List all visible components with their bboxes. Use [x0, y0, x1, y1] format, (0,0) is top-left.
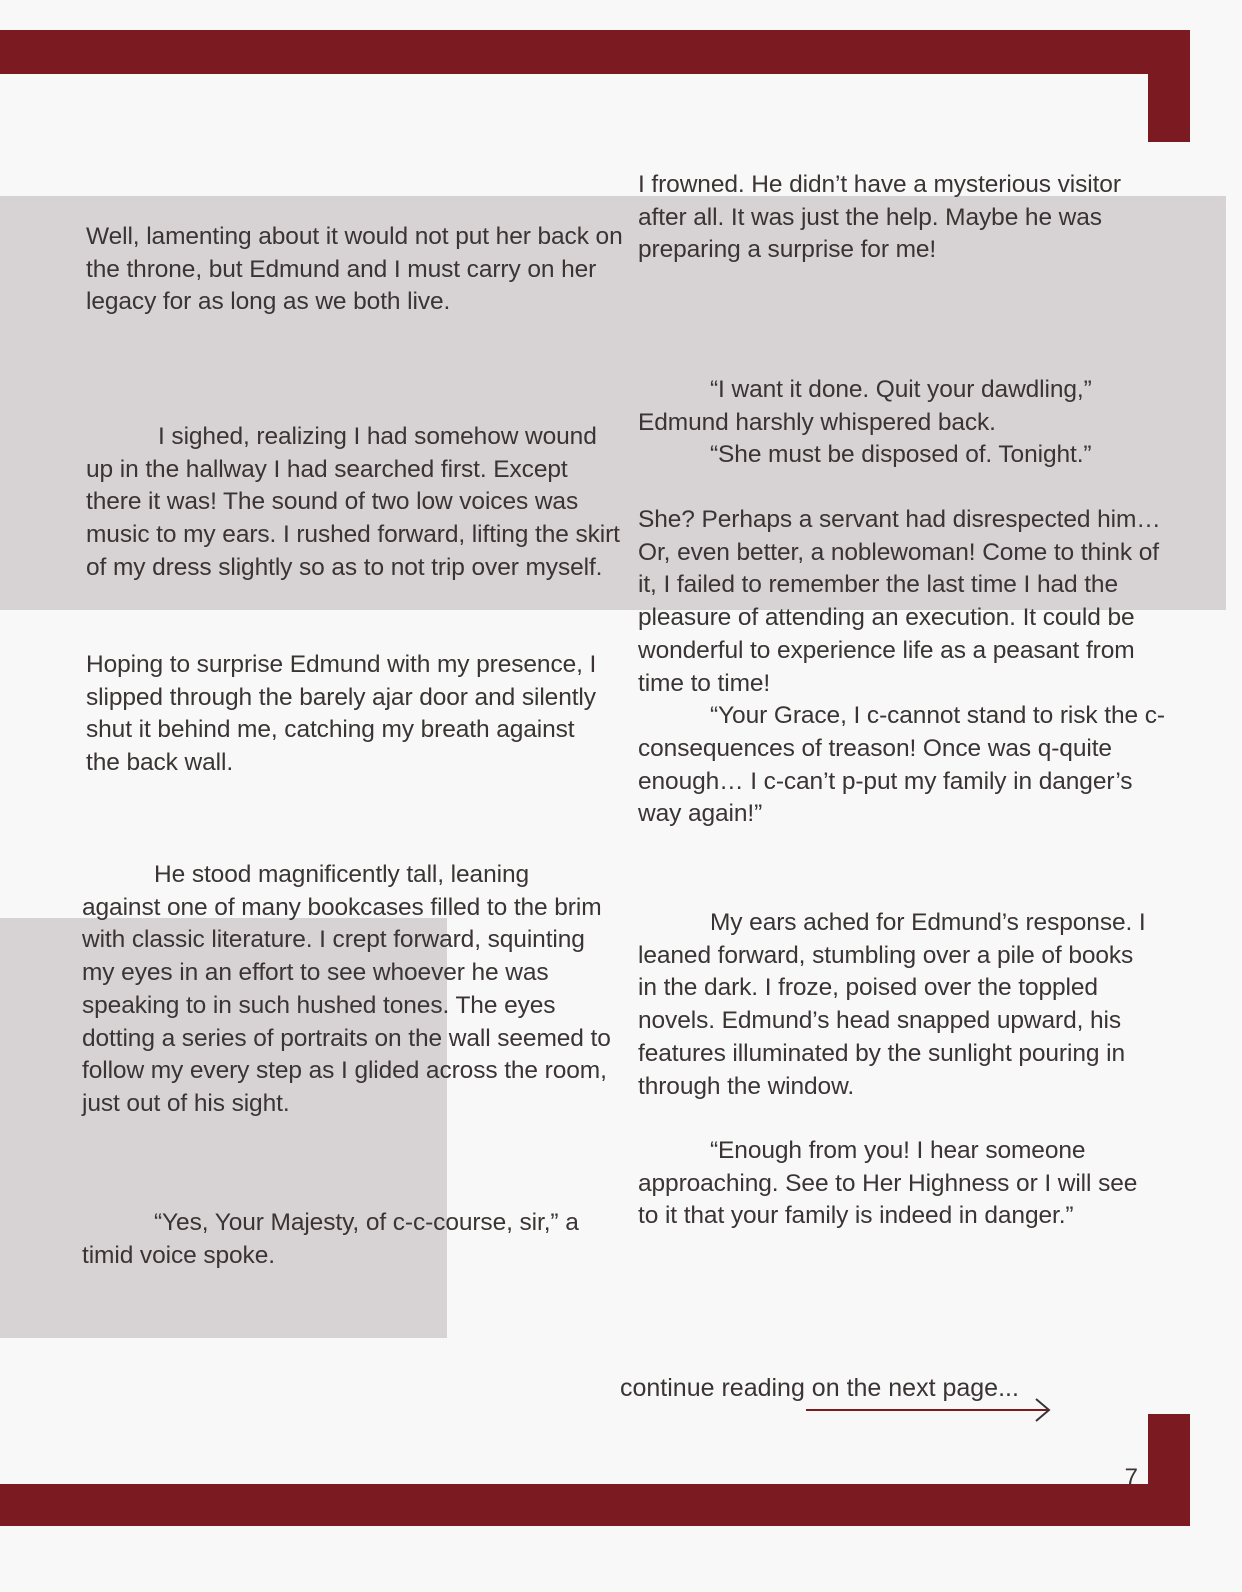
- bottom-border-band: [0, 1484, 1190, 1526]
- left-paragraph-4: He stood magnificently tall, leaning against one of many bookcases filled to the brim with classic literature. I crept forward, squinting my eyes in an effort to see whoever he was speaking to in such hushed tones. The eyes dotting a series of portraits on the wall seemed to follow my every step as I glided across the room, just out of his sight.: [82, 861, 611, 1117]
- right-paragraph-1: I frowned. He didn’t have a mysterious visitor after all. It was just the help. Maybe he was preparing a surprise for me!: [638, 171, 1121, 264]
- left-paragraph-1: Well, lamenting about it would not put her back on the throne, but Edmund and I must carry on her legacy for as long as we both live.: [86, 223, 623, 316]
- continue-reading-text: continue reading on the next page...: [620, 1374, 1019, 1402]
- right-paragraph-5: “Enough from you! I hear someone approaching. See to Her Highness or I will see to it that your family is indeed in danger.”: [638, 1137, 1138, 1230]
- left-paragraph-2: I sighed, realizing I had somehow wound up in the hallway I had searched first. Except there it was! The sound of two low voices was music to my ears. I rushed forward, lifting the skirt of my dress slightly so as to not trip over myself.: [86, 423, 620, 581]
- left-paragraph-5: “Yes, Your Majesty, of c-c-course, sir,” a timid voice spoke.: [82, 1209, 579, 1269]
- left-paragraph-3: Hoping to surprise Edmund with my presence, I slipped through the barely ajar door and silently shut it behind me, catching my breath against the back wall.: [86, 651, 597, 777]
- page-number: 7: [1124, 1464, 1138, 1491]
- right-paragraph-2: “I want it done. Quit your dawdling,” Edmund harshly whispered back. “She must be disposed of. Tonight.”: [638, 376, 1092, 469]
- top-border-band: [0, 30, 1190, 74]
- arrow-right-icon: [806, 1398, 1052, 1422]
- top-right-border-tab: [1148, 30, 1190, 142]
- bottom-right-border-tab: [1148, 1414, 1190, 1526]
- right-paragraph-3: She? Perhaps a servant had disrespected him… Or, even better, a noblewoman! Come to think of it, I failed to remember the last time I had the pleasure of attending an execution. It could be wonderful to experience life as a peasant from time to time! “Your Grace, I c-cannot stand to risk the c-consequences of treason! Once was q-quite enough… I c-can’t p-put my family in danger’s way again!”: [638, 506, 1165, 828]
- right-paragraph-4: My ears ached for Edmund’s response. I leaned forward, stumbling over a pile of books in the dark. I froze, poised over the toppled novels. Edmund’s head snapped upward, his features illuminated by the sunlight pouring in through the window.: [638, 909, 1146, 1100]
